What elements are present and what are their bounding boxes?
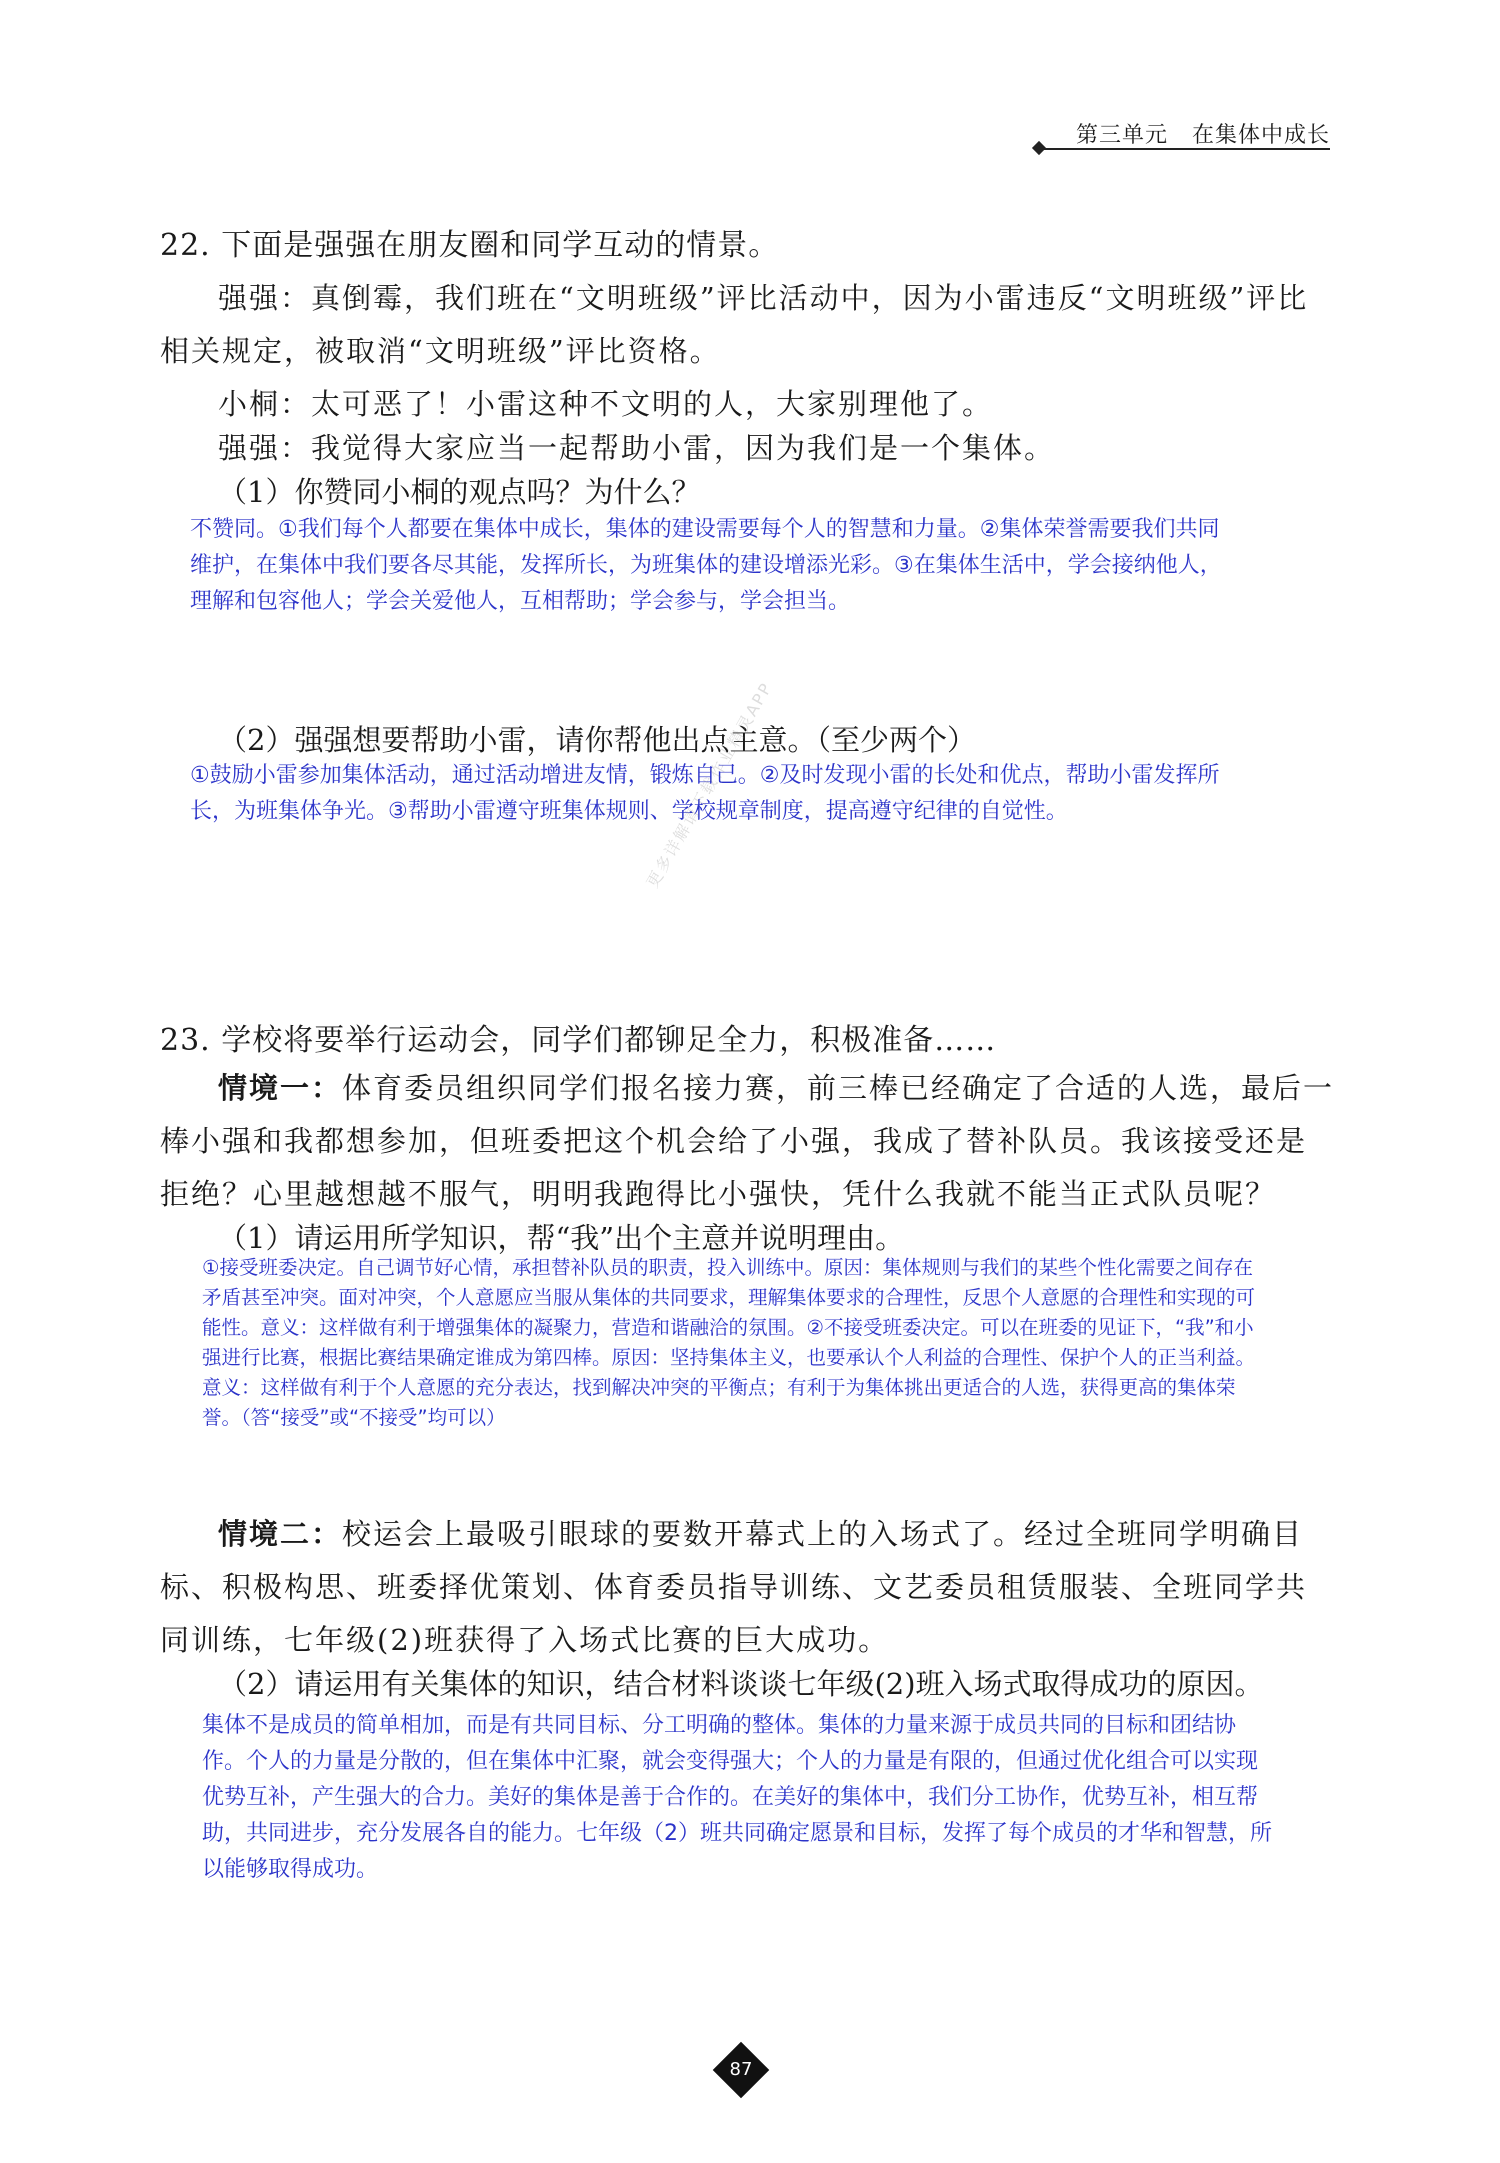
q22-sub2: （2）强强想要帮助小雷，请你帮他出点主意。（至少两个） [218, 723, 976, 757]
q23-scene1 [160, 1062, 1335, 1221]
page-number: 87 [729, 2059, 753, 2080]
q22-stem: 22. 下面是强强在朋友圈和同学互动的情景。 [160, 228, 780, 263]
q22-sub1: （1）你赞同小桐的观点吗？为什么？ [218, 475, 701, 509]
q23-answer2: 集体不是成员的简单相加，而是有共同目标、分工明确的整体。集体的力量来源于成员共同的目标和团结协作。个人的力量是分散的，但在集体中汇聚，就会变得强大；个人的力量是有限的，但通过优化组合可以实现优势互补，产生强大的合力。美好的集体是善于合作的。在美好的集体中，我们分工协作，优势互补，相互帮助，共同进步，充分发展各自的能力。七年级（2）班共同确定愿景和目标，发挥了每个成员的才华和智慧，所以能够取得成功。 [202, 1713, 1273, 1882]
header-unit: 第三单元 [1075, 123, 1168, 148]
scene1-text: 体育委员组织同学们报名接力赛，前三棒已经确定了合适的人选，最后一棒小强和我都想参加，但班委把这个机会给了小强，我成了替补队员。我该接受还是拒绝？心里越想越不服气，明明我跑得比小强快，凭什么我就不能当正式队员呢？ [160, 1071, 1335, 1211]
q23-stem: 23. 学校将要举行运动会，同学们都铆足全力，积极准备…… [160, 1023, 997, 1058]
q22-line1: 强强：真倒霉，我们班在“文明班级”评比活动中，因为小雷违反“文明班级”评比相关规定，被取消“文明班级”评比资格。 [160, 281, 1309, 368]
q23-scene2 [160, 1508, 1335, 1667]
header-rule [1042, 148, 1330, 150]
q22-line2: 小桐：太可恶了！小雷这种不文明的人，大家别理他了。 [218, 387, 994, 421]
q22-line3: 强强：我觉得大家应当一起帮助小雷，因为我们是一个集体。 [218, 431, 1056, 465]
running-header [1040, 118, 1330, 149]
q23-sub1: （1）请运用所学知识，帮“我”出个主意并说明理由。 [218, 1221, 905, 1255]
scene1-label: 情境一： [218, 1071, 343, 1105]
q22-answer1: 不赞同。①我们每个人都要在集体中成长，集体的建设需要每个人的智慧和力量。②集体荣誉需要我们共同维护，在集体中我们要各尽其能，发挥所长，为班集体的建设增添光彩。③在集体生活中，学会接纳他人，理解和包容他人；学会关爱他人，互相帮助；学会参与，学会担当。 [190, 517, 1222, 614]
q23-answer1: ①接受班委决定。自己调节好心情，承担替补队员的职责，投入训练中。原因：集体规则与我们的某些个性化需要之间存在矛盾甚至冲突。面对冲突，个人意愿应当服从集体的共同要求，理解集体要求的合理性，反思个人意愿的合理性和实现的可能性。意义：这样做有利于增强集体的凝聚力，营造和谐融洽的氛围。②不接受班委决定。可以在班委的见证下，“我”和小强进行比赛，根据比赛结果确定谁成为第四棒。原因：坚持集体主义，也要承认个人利益的合理性、保护个人的正当利益。意义：这样做有利于个人意愿的充分表达，找到解决冲突的平衡点；有利于为集体挑出更适合的人选，获得更高的集体荣誉。（答“接受”或“不接受”均可以） [202, 1256, 1256, 1429]
scene2-label: 情境二： [218, 1517, 343, 1551]
header-title: 在集体中成长 [1191, 123, 1330, 148]
q23-sub2: （2）请运用有关集体的知识，结合材料谈谈七年级(2)班入场式取得成功的原因。 [218, 1667, 1264, 1701]
scene2-text: 校运会上最吸引眼球的要数开幕式上的入场式了。经过全班同学明确目标、积极构思、班委择优策划、体育委员指导训练、文艺委员租赁服装、全班同学共同训练，七年级(2)班获得了入场式比赛的巨大成功。 [160, 1517, 1308, 1657]
q22-answer2: ①鼓励小雷参加集体活动，通过活动增进友情，锻炼自己。②及时发现小雷的长处和优点，帮助小雷发挥所长，为班集体争光。③帮助小雷遵守班集体规则、学校规章制度，提高遵守纪律的自觉性。 [190, 763, 1220, 824]
watermark: 更多详解请下载作业精灵APP [642, 678, 777, 891]
